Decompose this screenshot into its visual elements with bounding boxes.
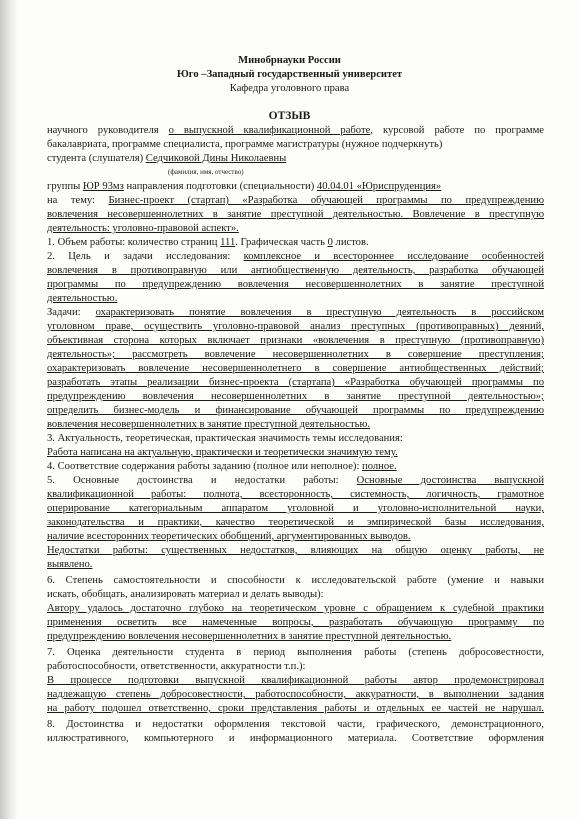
section-5-line-1: 5. Основные достоинства и недостатки работы: Основные достоинства выпускной: [47, 475, 544, 486]
intro-line-1: научного руководителя о выпускной квалификационной работе, курсовой работе по программе: [47, 125, 544, 136]
section-6-line-1: Автору удалось достаточно глубоко на теоретическом уровне с обращением к судебной практики: [47, 603, 544, 614]
section-5-line-7: выявлено.: [47, 559, 93, 570]
section-5-line-2: квалификационной работы: полнота, всесторонность, системность, логичность, грамотное: [47, 489, 544, 500]
section-2-line-1: 2. Цель и задачи исследования: комплексное и всестороннее исследование особенностей: [47, 251, 544, 262]
tasks-line-4: деятельность»; рассмотреть вовлечение несовершеннолетних в совершение преступления;: [47, 349, 544, 360]
intro-line-2: бакалавриата, программе специалиста, программе магистратуры (нужное подчеркнуть): [47, 139, 443, 150]
section-6-question-2: искать, обобщать, анализировать материал и делать выводы):: [47, 589, 324, 600]
tasks-line-9: вовлечения несовершеннолетних в занятие преступной деятельностью.: [47, 419, 371, 430]
ministry-name: Минобрнауки России: [238, 55, 341, 66]
section-6-line-2: применения осветить все намеченные вопросы, разработать обучающую программу по: [47, 617, 544, 628]
tasks-line-3: объективная сторона которых включает признаки «вовлечения в преступную (противоправную): [47, 335, 544, 346]
tasks-line-5: охарактеризовать вовлечение несовершеннолетнего в совершение антиобщественных действий;: [47, 363, 544, 374]
department-name: Кафедра уголовного права: [229, 83, 350, 94]
section-7-line-1: В процессе подготовки выпускной квалификационной работы автор продемонстрировал: [47, 675, 544, 686]
section-7-line-2: надлежащую степень добросовестности, работоспособности, аккуратности, в выполнении задания: [47, 689, 544, 700]
fio-note: (фамилия, имя, отчество): [168, 168, 244, 176]
university-name: Юго –Западный государственный университет: [176, 69, 403, 80]
section-2-line-4: деятельностью.: [47, 293, 118, 304]
section-1-volume: 1. Объем работы: количество страниц 111. Графическая часть 0 листов.: [47, 237, 369, 248]
section-7-question-2: работоспособности, ответственности, аккуратности т.п.):: [47, 661, 306, 672]
section-7-line-3: на работу подошел ответственно, сроки представления работы и отдельных ее частей не нарушал.: [47, 703, 544, 714]
topic-line-2: вовлечения несовершеннолетних в занятие преступной деятельностью. Вовлечение в преступную: [47, 209, 544, 220]
tasks-line-7: предупреждению вовлечения несовершеннолетних в занятие преступной деятельностью»;: [47, 391, 544, 402]
section-6-question-1: 6. Степень самостоятельности и способности к исследовательской работе (умение и навыки: [47, 575, 544, 586]
section-5-line-5: наличие всесторонних теоретических обобщений, аргументированных выводов.: [47, 531, 411, 542]
intro-line-3: студента (слушателя) Седчиковой Дины Николаевны: [47, 153, 287, 164]
document-title: ОТЗЫВ: [268, 110, 311, 122]
section-2-line-3: программы по предупреждению вовлечения несовершеннолетних в занятие преступной: [47, 279, 544, 290]
section-8-line-2: иллюстративного, компьютерного и информационного материала. Соответствие оформления: [47, 733, 544, 744]
section-5-line-6: Недостатки работы: существенных недостатков, влияющих на общую оценку работы, не: [47, 545, 544, 556]
section-5-line-3: оперирование категориальным аппаратом уголовной и уголовно-исполнительной науки,: [47, 503, 544, 514]
section-5-line-4: законодательства и практики, качество теоретической и эмпирической базы исследования,: [47, 517, 544, 528]
section-7-question-1: 7. Оценка деятельности студента в период выполнения работы (степень добросовестности,: [47, 647, 544, 658]
tasks-line-6: разработать этапы реализации бизнес-проекта (стартапа) «Разработка обучающей программы по: [47, 377, 544, 388]
tasks-line-1: Задачи: охарактеризовать понятие вовлечения в преступную деятельность в российском: [47, 307, 544, 318]
tasks-line-2: уголовном праве, осуществить уголовно-правовой анализ преступных (противоправных) деяний,: [47, 321, 544, 332]
section-8-line-1: 8. Достоинства и недостатки оформления текстовой части, графического, демонстрационного,: [47, 719, 544, 730]
section-3-answer: Работа написана на актуальную, практически и теоретически значимую тему.: [47, 447, 398, 458]
section-4: 4. Соответствие содержания работы заданию (полное или неполное): полное.: [47, 461, 397, 472]
tasks-line-8: определить бизнес-модель и финансирование обучающей программы по предупреждению: [47, 405, 544, 416]
section-6-line-3: предупреждению вовлечения несовершеннолетних в занятие преступной деятельностью.: [47, 631, 452, 642]
topic-line-1: на тему: Бизнес-проект (стартап) «Разработка обучающей программы по предупреждению: [47, 195, 544, 206]
intro-line-4: группы ЮР 93мз направления подготовки (специальности) 40.04.01 «Юриспруденция»: [47, 181, 442, 192]
section-2-line-2: вовлечения в противоправную или антиобщественную деятельность, разработка обучающей: [47, 265, 544, 276]
section-3-question: 3. Актуальность, теоретическая, практическая значимость темы исследования:: [47, 433, 403, 444]
topic-line-3: деятельность: уголовно-правовой аспект».: [47, 223, 239, 234]
